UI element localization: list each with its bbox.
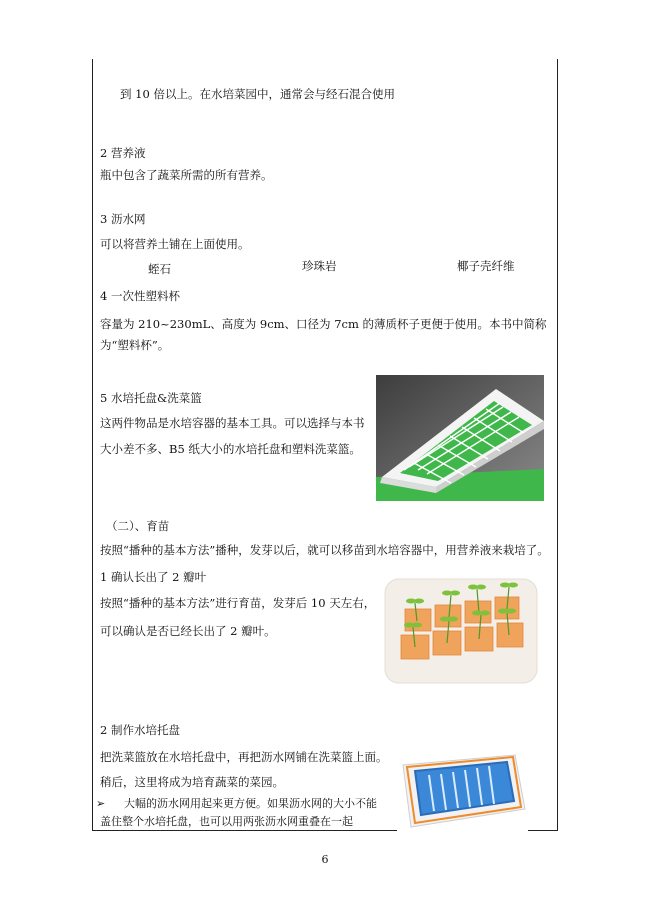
- section-heading: 2 制作水培托盘: [100, 723, 180, 737]
- section-heading: 5 水培托盘&洗菜篮: [100, 391, 202, 405]
- section-heading: 1 确认长出了 2 瓣叶: [100, 570, 207, 584]
- bullet-icon: ➢: [96, 797, 106, 810]
- hydroponic-tray-photo: [376, 375, 544, 501]
- paragraph-line: 稍后，这里将成为培育蔬菜的菜园。: [100, 775, 284, 789]
- section-heading: 3 沥水网: [100, 212, 146, 226]
- note-line: 盖住整个水培托盘，也可以用两张沥水网重叠在一起: [100, 815, 353, 828]
- image-caption: 珍珠岩: [302, 259, 337, 273]
- paragraph-line: 按照“播种的基本方法”进行育苗，发芽后 10 天左右，: [100, 596, 376, 610]
- paragraph: 容量为 210~230mL、高度为 9cm、口径为 7cm 的薄质杯子更便于使用。本书中简称为“塑料杯”。: [100, 317, 547, 352]
- note-line: 大幅的沥水网用起来更方便。如果沥水网的大小不能: [124, 797, 377, 810]
- paragraph: 按照“播种的基本方法”播种，发芽以后，就可以移苗到水培容器中，用营养液来栽培了。: [100, 543, 549, 557]
- paragraph-line: 大小差不多、B5 纸大小的水培托盘和塑料洗菜篮。: [100, 442, 361, 456]
- seedlings-sponge-photo: [379, 565, 542, 689]
- chapter-heading: （二）、育苗: [106, 519, 170, 533]
- section-heading: 4 一次性塑料杯: [100, 289, 180, 303]
- section-heading: 2 营养液: [100, 146, 146, 160]
- page-number: 6: [321, 853, 329, 866]
- paragraph-line: 这两件物品是水培容器的基本工具。可以选择与本书: [100, 416, 365, 430]
- image-caption: 椰子壳纤维: [457, 259, 515, 273]
- paragraph-line: 可以确认是否已经长出了 2 瓣叶。: [100, 624, 276, 638]
- image-caption: 蛭石: [148, 262, 171, 276]
- paragraph: 瓶中包含了蔬菜所需的所有营养。: [100, 168, 273, 182]
- paragraph-line: 把洗菜篮放在水培托盘中，再把沥水网铺在洗菜篮上面。: [100, 750, 388, 764]
- paragraph-line: 到 10 倍以上。在水培菜园中，通常会与经石混合使用: [120, 87, 395, 101]
- paragraph: 可以将营养土铺在上面使用。: [100, 237, 250, 251]
- basket-tray-photo: [397, 749, 528, 832]
